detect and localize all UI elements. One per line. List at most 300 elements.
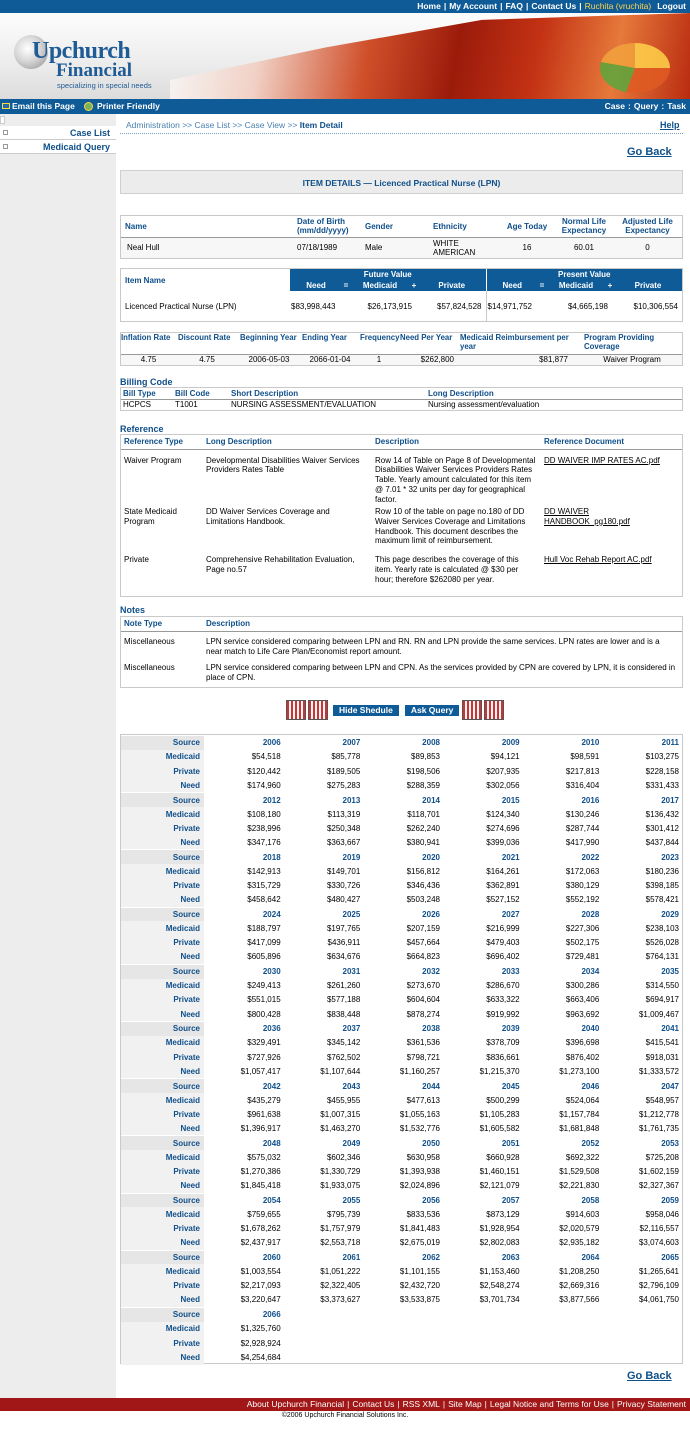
schedule-need-value: $729,481 bbox=[565, 952, 600, 962]
schedule-need-value: $331,433 bbox=[645, 780, 679, 790]
breadcrumb-current: Item Detail bbox=[299, 120, 343, 130]
schedule-private-value: $457,664 bbox=[406, 938, 440, 948]
schedule-medicaid-value: $188,797 bbox=[247, 924, 281, 933]
schedule-private-value: $417,099 bbox=[247, 938, 281, 948]
schedule-medicaid-row bbox=[121, 979, 682, 993]
schedule-medicaid-row bbox=[121, 921, 682, 935]
schedule-row-label: Medicaid bbox=[121, 1264, 204, 1278]
schedule-medicaid-value: $1,153,460 bbox=[479, 1267, 520, 1277]
schedule-row-label: Source bbox=[121, 964, 204, 978]
schedule-need-value: $3,373,627 bbox=[320, 1295, 361, 1305]
schedule-need-value: $275,283 bbox=[326, 780, 361, 790]
schedule-medicaid-value: $249,413 bbox=[247, 981, 281, 991]
schedule-private-value: $961,638 bbox=[247, 1109, 281, 1119]
schedule-row-label: Medicaid bbox=[121, 1093, 204, 1107]
schedule-year: 2024 bbox=[204, 907, 284, 921]
col-long-desc: Long Description bbox=[428, 388, 494, 398]
schedule-year: 2039 bbox=[443, 1021, 523, 1035]
col-note-type: Note Type bbox=[124, 619, 163, 629]
schedule-need-value: $664,823 bbox=[406, 952, 440, 962]
printer-icon bbox=[84, 102, 93, 111]
schedule-private-value: $918,031 bbox=[645, 1052, 679, 1062]
schedule-medicaid-value: $156,812 bbox=[406, 866, 440, 876]
schedule-private-value: $2,116,557 bbox=[639, 1224, 679, 1234]
schedule-row-label: Need bbox=[121, 836, 204, 850]
begin-year-value: 2006-05-03 bbox=[248, 355, 290, 365]
schedule-row-label: Medicaid bbox=[121, 1322, 204, 1336]
schedule-private-value: $262,240 bbox=[406, 823, 440, 833]
schedule-medicaid-value: $85,778 bbox=[331, 752, 361, 762]
schedule-need-row bbox=[121, 1293, 682, 1307]
schedule-year: 2007 bbox=[284, 736, 364, 750]
schedule-private-value: $876,402 bbox=[565, 1052, 600, 1062]
sidebar-collapse-icon[interactable] bbox=[0, 116, 5, 124]
schedule-medicaid-value: $314,550 bbox=[645, 981, 679, 991]
schedule-need-value: $1,761,735 bbox=[638, 1123, 679, 1133]
schedule-year: 2016 bbox=[523, 793, 603, 807]
schedule-private-value: $228,158 bbox=[645, 766, 679, 776]
schedule-year: 2028 bbox=[523, 907, 603, 921]
person-dob: 07/18/1989 bbox=[297, 243, 338, 253]
schedule-medicaid-value: $286,670 bbox=[486, 981, 520, 991]
schedule-private-row bbox=[121, 1050, 682, 1064]
schedule-private-value: $577,188 bbox=[326, 995, 361, 1005]
schedule-need-row bbox=[121, 778, 682, 792]
schedule-private-value: $1,212,778 bbox=[638, 1109, 679, 1119]
schedule-private-value: $798,721 bbox=[406, 1052, 440, 1062]
schedule-year: 2040 bbox=[523, 1021, 603, 1035]
schedule-row-label: Medicaid bbox=[121, 979, 204, 993]
schedule-year-row bbox=[121, 1079, 682, 1093]
schedule-row-label: Medicaid bbox=[121, 1036, 204, 1050]
medicaid-reimb-value: $81,877 bbox=[539, 355, 568, 365]
schedule-year: 2055 bbox=[284, 1193, 364, 1207]
billing-title: Billing Code bbox=[120, 377, 173, 387]
schedule-year: 2026 bbox=[363, 907, 443, 921]
hide-schedule-button[interactable]: Hide Shedule bbox=[333, 705, 399, 716]
schedule-year: 2018 bbox=[204, 850, 284, 864]
col-inflation: Inflation Rate bbox=[121, 333, 171, 342]
schedule-medicaid-value: $759,655 bbox=[247, 1209, 281, 1219]
schedule-toolbar bbox=[286, 700, 506, 722]
schedule-need-value: $2,121,079 bbox=[479, 1181, 520, 1191]
chart-icon-button[interactable] bbox=[308, 700, 328, 720]
col-frequency: Frequency bbox=[360, 333, 400, 342]
schedule-row-label: Private bbox=[121, 1279, 204, 1293]
schedule-medicaid-value: $378,709 bbox=[486, 1038, 520, 1048]
logo-name-bottom[interactable]: Financial bbox=[56, 60, 133, 81]
nav-faq-link[interactable]: FAQ bbox=[505, 1, 523, 11]
schedule-year: 2014 bbox=[363, 793, 443, 807]
menu-case[interactable]: Case bbox=[604, 101, 625, 111]
schedule-medicaid-value: $873,129 bbox=[486, 1209, 520, 1219]
schedule-medicaid-value: $54,518 bbox=[251, 752, 281, 762]
schedule-year: 2022 bbox=[523, 850, 603, 864]
schedule-year: 2052 bbox=[523, 1136, 603, 1150]
footer-privacy-link[interactable]: Privacy Statement bbox=[617, 1399, 686, 1409]
schedule-medicaid-value: $630,958 bbox=[406, 1152, 440, 1162]
schedule-need-value: $2,553,718 bbox=[320, 1238, 361, 1248]
schedule-need-value: $2,327,367 bbox=[638, 1181, 679, 1191]
schedule-need-value: $288,359 bbox=[406, 780, 440, 790]
schedule-private-value: $250,348 bbox=[326, 823, 361, 833]
person-age: 16 bbox=[522, 243, 532, 253]
schedule-medicaid-value: $1,325,760 bbox=[240, 1324, 281, 1334]
schedule-need-value: $578,421 bbox=[645, 895, 679, 905]
schedule-private-value: $1,841,483 bbox=[399, 1224, 440, 1234]
schedule-private-value: $380,129 bbox=[565, 881, 600, 891]
sidebar-item-label: Case List bbox=[69, 128, 110, 138]
schedule-need-value: $696,402 bbox=[486, 952, 520, 962]
breadcrumb-administration[interactable]: Administration bbox=[126, 120, 180, 130]
go-back-link-bottom[interactable]: Go Back bbox=[627, 1370, 672, 1382]
ref-long-desc: Comprehensive Rehabilitation Evaluation, Page no.57 bbox=[206, 555, 355, 574]
col-gender: Gender bbox=[365, 221, 394, 231]
note-type: Miscellaneous bbox=[124, 663, 175, 672]
schedule-year-row bbox=[121, 1307, 682, 1321]
schedule-year-row bbox=[121, 793, 682, 807]
printer-friendly-link[interactable]: Printer Friendly bbox=[97, 101, 160, 111]
case-menu: Case : Query : Task bbox=[604, 101, 686, 111]
schedule-need-value: $1,009,467 bbox=[638, 1009, 679, 1019]
col-ref-desc: Description bbox=[375, 437, 420, 447]
schedule-year: 2029 bbox=[602, 907, 682, 921]
need-per-year-value: $262,800 bbox=[420, 355, 454, 365]
person-info-table bbox=[120, 215, 683, 259]
schedule-need-value: $1,215,370 bbox=[479, 1066, 520, 1076]
inflation-value: 4.75 bbox=[140, 355, 157, 365]
end-year-value: 2066-01-04 bbox=[309, 355, 351, 365]
schedule-row-label: Need bbox=[121, 950, 204, 964]
schedule-medicaid-value: $914,603 bbox=[565, 1209, 600, 1219]
schedule-year: 2009 bbox=[443, 736, 523, 750]
schedule-year: 2037 bbox=[284, 1021, 364, 1035]
schedule-medicaid-value bbox=[363, 1322, 443, 1336]
col-ethnicity: Ethnicity bbox=[433, 221, 467, 231]
schedule-medicaid-value: $361,536 bbox=[406, 1038, 440, 1048]
schedule-medicaid-value: $833,536 bbox=[406, 1209, 440, 1219]
schedule-private-value: $362,891 bbox=[486, 881, 520, 891]
yearly-schedule-table bbox=[120, 734, 683, 1364]
schedule-medicaid-value: $124,340 bbox=[486, 809, 520, 819]
schedule-need-value: $2,935,182 bbox=[559, 1238, 600, 1248]
breadcrumb-case-view[interactable]: Case View bbox=[244, 120, 286, 130]
schedule-private-value: $836,661 bbox=[486, 1052, 520, 1062]
note-desc: LPN service considered comparing between LPN and CPN. As the services provided by CPN are covered by LPN, it is considered in place of CPN. bbox=[206, 663, 676, 682]
schedule-medicaid-value: $548,957 bbox=[645, 1095, 679, 1105]
schedule-row-label: Need bbox=[121, 1064, 204, 1078]
schedule-year: 2047 bbox=[602, 1079, 682, 1093]
schedule-private-value: $1,270,386 bbox=[240, 1167, 281, 1177]
schedule-private-row bbox=[121, 1336, 682, 1350]
schedule-private-value: $2,669,316 bbox=[559, 1281, 600, 1291]
pv-medicaid-header: Medicaid bbox=[558, 281, 594, 290]
schedule-need-value: $503,248 bbox=[406, 895, 440, 905]
short-desc-value: NURSING ASSESSMENT/EVALUATION bbox=[231, 400, 377, 410]
schedule-row-label: Private bbox=[121, 936, 204, 950]
schedule-row-label: Need bbox=[121, 893, 204, 907]
col-begin-year: Beginning Year bbox=[240, 333, 297, 342]
schedule-private-value: $1,460,151 bbox=[479, 1167, 520, 1177]
value-summary-table bbox=[120, 268, 683, 322]
help-link[interactable]: Help bbox=[660, 120, 680, 130]
go-back-link-top[interactable]: Go Back bbox=[627, 146, 672, 158]
footer-about-link[interactable]: About Upchurch Financial bbox=[246, 1399, 345, 1409]
schedule-private-value: $2,928,924 bbox=[240, 1338, 281, 1348]
schedule-year bbox=[523, 1307, 603, 1321]
program-value: Waiver Program bbox=[603, 355, 661, 365]
schedule-need-value: $302,056 bbox=[486, 780, 520, 790]
schedule-medicaid-row bbox=[121, 1207, 682, 1221]
pie-chart-graphic bbox=[600, 43, 670, 93]
nav-my-account-link[interactable]: My Account bbox=[449, 1, 498, 11]
col-ref-type: Reference Type bbox=[124, 437, 183, 447]
schedule-need-value: $3,533,875 bbox=[399, 1295, 440, 1305]
divider bbox=[120, 133, 683, 134]
frequency-value: 1 bbox=[376, 355, 382, 365]
schedule-private-value: $2,796,109 bbox=[638, 1281, 679, 1291]
notes-title: Notes bbox=[120, 605, 146, 615]
schedule-row-label: Need bbox=[121, 778, 204, 792]
schedule-medicaid-value: $692,322 bbox=[565, 1152, 600, 1162]
schedule-private-value bbox=[523, 1336, 603, 1350]
sidebar bbox=[0, 114, 116, 1398]
schedule-need-value bbox=[523, 1350, 603, 1364]
schedule-medicaid-value: $136,432 bbox=[645, 809, 679, 819]
rates-table bbox=[120, 332, 683, 366]
footer-contact-link[interactable]: Contact Us bbox=[352, 1399, 395, 1409]
schedule-year-row bbox=[121, 850, 682, 864]
schedule-need-row bbox=[121, 893, 682, 907]
col-bill-code: Bill Code bbox=[175, 388, 210, 398]
schedule-row-label: Private bbox=[121, 1164, 204, 1178]
fv-private-header: Private bbox=[418, 280, 486, 291]
schedule-medicaid-value: $477,613 bbox=[406, 1095, 440, 1105]
schedule-private-value: $1,105,283 bbox=[479, 1109, 520, 1119]
schedule-year: 2027 bbox=[443, 907, 523, 921]
schedule-medicaid-value: $149,701 bbox=[326, 866, 361, 876]
logo-name-top[interactable]: Upchurch bbox=[32, 38, 131, 64]
schedule-private-value: $479,403 bbox=[486, 938, 520, 948]
schedule-medicaid-value: $795,739 bbox=[326, 1209, 361, 1219]
schedule-private-row bbox=[121, 1164, 682, 1178]
schedule-row-label: Private bbox=[121, 764, 204, 778]
schedule-year: 2041 bbox=[602, 1021, 682, 1035]
schedule-medicaid-value bbox=[602, 1322, 682, 1336]
col-ref-long: Long Description bbox=[206, 437, 272, 447]
footer-bar: About Upchurch Financial | Contact Us | RSS XML | Site Map | Legal Notice and Terms for Use | Privacy Statement bbox=[0, 1398, 690, 1411]
schedule-private-value: $238,996 bbox=[247, 823, 281, 833]
ref-long-desc: Developmental Disabilities Waiver Services Providers Rates Table bbox=[206, 455, 360, 475]
col-dob: Date of Birth (mm/dd/yyyy) bbox=[297, 217, 349, 236]
schedule-year: 2043 bbox=[284, 1079, 364, 1093]
menu-query[interactable]: Query bbox=[633, 101, 659, 111]
schedule-medicaid-value bbox=[284, 1322, 364, 1336]
schedule-year: 2045 bbox=[443, 1079, 523, 1093]
schedule-year bbox=[284, 1307, 364, 1321]
col-discount: Discount Rate bbox=[178, 333, 231, 342]
schedule-medicaid-value bbox=[523, 1322, 603, 1336]
schedule-medicaid-value: $300,286 bbox=[565, 981, 600, 991]
schedule-year: 2012 bbox=[204, 793, 284, 807]
ask-query-button[interactable]: Ask Query bbox=[405, 705, 460, 716]
schedule-need-row bbox=[121, 1064, 682, 1078]
present-value-header: Present Value bbox=[486, 269, 682, 280]
nav-contact-link[interactable]: Contact Us bbox=[531, 1, 577, 11]
schedule-row-label: Private bbox=[121, 1222, 204, 1236]
schedule-need-value: $1,273,100 bbox=[559, 1066, 600, 1076]
schedule-private-value bbox=[284, 1336, 364, 1350]
schedule-need-value: $800,428 bbox=[247, 1009, 281, 1019]
schedule-year: 2046 bbox=[523, 1079, 603, 1093]
pv-plus: + bbox=[607, 281, 613, 290]
schedule-row-label: Private bbox=[121, 821, 204, 835]
schedule-private-value: $1,393,938 bbox=[399, 1167, 440, 1177]
schedule-private-row bbox=[121, 1279, 682, 1293]
schedule-row-label: Need bbox=[121, 1350, 204, 1364]
schedule-year: 2020 bbox=[363, 850, 443, 864]
schedule-medicaid-value: $455,955 bbox=[326, 1095, 361, 1105]
ref-doc-link[interactable]: DD WAIVER IMP RATES AC.pdf bbox=[544, 455, 660, 465]
schedule-need-value: $2,675,019 bbox=[399, 1238, 440, 1248]
schedule-need-value: $480,427 bbox=[326, 895, 361, 905]
schedule-year: 2019 bbox=[284, 850, 364, 864]
schedule-private-row bbox=[121, 1107, 682, 1121]
schedule-year bbox=[443, 1307, 523, 1321]
schedule-medicaid-value: $130,246 bbox=[565, 809, 600, 819]
schedule-row-label: Private bbox=[121, 993, 204, 1007]
schedule-year: 2031 bbox=[284, 964, 364, 978]
footer-legal-link[interactable]: Legal Notice and Terms for Use bbox=[489, 1399, 609, 1409]
schedule-need-value: $380,941 bbox=[406, 837, 440, 847]
col-need-per-year: Need Per Year bbox=[400, 333, 453, 342]
ref-doc-link[interactable]: Hull Voc Rehab Report AC.pdf bbox=[544, 555, 652, 564]
schedule-year: 2033 bbox=[443, 964, 523, 978]
sidebar-item-medicaid-query[interactable] bbox=[0, 140, 116, 154]
schedule-need-value: $527,152 bbox=[486, 895, 520, 905]
schedule-medicaid-value: $197,765 bbox=[326, 924, 361, 933]
schedule-year: 2062 bbox=[363, 1250, 443, 1264]
schedule-private-value: $315,729 bbox=[247, 881, 281, 891]
schedule-year: 2061 bbox=[284, 1250, 364, 1264]
schedule-need-row bbox=[121, 1007, 682, 1021]
footer-sitemap-link[interactable]: Site Map bbox=[448, 1399, 482, 1409]
schedule-year: 2013 bbox=[284, 793, 364, 807]
ref-doc-link[interactable]: DD WAIVER HANDBOOK_pg180.pdf bbox=[544, 507, 630, 526]
sidebar-item-case-list[interactable] bbox=[0, 126, 116, 140]
future-value-header: Future Value bbox=[290, 269, 486, 280]
schedule-medicaid-value: $725,208 bbox=[645, 1152, 679, 1162]
schedule-row-label: Need bbox=[121, 1293, 204, 1307]
schedule-medicaid-value: $172,063 bbox=[565, 866, 600, 876]
schedule-private-value: $198,506 bbox=[406, 766, 440, 776]
schedule-row-label: Source bbox=[121, 1250, 204, 1264]
menu-task[interactable]: Task bbox=[667, 101, 686, 111]
schedule-year: 2023 bbox=[602, 850, 682, 864]
schedule-row-label: Private bbox=[121, 878, 204, 892]
schedule-medicaid-value: $207,159 bbox=[406, 924, 440, 933]
schedule-need-value: $174,960 bbox=[247, 780, 281, 790]
schedule-need-value: $1,333,572 bbox=[638, 1066, 679, 1076]
schedule-need-value: $2,024,896 bbox=[399, 1181, 440, 1191]
schedule-row-label: Private bbox=[121, 1050, 204, 1064]
chart-icon-button[interactable] bbox=[484, 700, 504, 720]
schedule-medicaid-row bbox=[121, 864, 682, 878]
schedule-row-label: Need bbox=[121, 1007, 204, 1021]
schedule-need-row bbox=[121, 1350, 682, 1364]
schedule-need-value: $963,692 bbox=[565, 1009, 600, 1019]
chart-icon-button[interactable] bbox=[462, 700, 482, 720]
col-adjusted-life: Adjusted Life Expectancy bbox=[622, 217, 673, 236]
chart-icon-button[interactable] bbox=[286, 700, 306, 720]
ref-long-desc: DD Waiver Services Coverage and Limitations Handbook. bbox=[206, 507, 330, 526]
schedule-need-value: $4,061,750 bbox=[638, 1295, 679, 1305]
schedule-row-label: Source bbox=[121, 1079, 204, 1093]
schedule-year: 2036 bbox=[204, 1021, 284, 1035]
email-page-link[interactable]: Email this Page bbox=[12, 101, 75, 111]
schedule-medicaid-value: $345,142 bbox=[326, 1038, 361, 1048]
schedule-medicaid-value: $261,260 bbox=[326, 981, 361, 991]
ref-type: Waiver Program bbox=[124, 455, 182, 465]
schedule-year: 2063 bbox=[443, 1250, 523, 1264]
breadcrumb: Administration >> Case List >> Case View >> Item Detail bbox=[126, 120, 343, 130]
schedule-private-value: $551,015 bbox=[247, 995, 281, 1005]
schedule-need-value: $3,877,566 bbox=[559, 1295, 600, 1305]
logout-link[interactable]: Logout bbox=[657, 1, 686, 11]
schedule-need-value: $878,274 bbox=[406, 1009, 440, 1019]
schedule-medicaid-row bbox=[121, 1036, 682, 1050]
schedule-need-value bbox=[284, 1350, 364, 1364]
schedule-medicaid-value: $1,003,554 bbox=[240, 1267, 281, 1277]
schedule-medicaid-value: $164,261 bbox=[486, 866, 520, 876]
schedule-private-row bbox=[121, 764, 682, 778]
schedule-private-value: $526,028 bbox=[645, 938, 679, 948]
schedule-need-value bbox=[443, 1350, 523, 1364]
person-name: Neal Hull bbox=[127, 243, 160, 253]
schedule-need-value: $1,463,270 bbox=[320, 1123, 361, 1133]
schedule-year: 2008 bbox=[363, 736, 443, 750]
schedule-private-value: $398,185 bbox=[645, 881, 679, 891]
schedule-year: 2054 bbox=[204, 1193, 284, 1207]
schedule-medicaid-value: $227,306 bbox=[565, 924, 600, 933]
schedule-need-value: $347,176 bbox=[247, 837, 281, 847]
ref-desc: This page describes the coverage of this item. Yearly rate is calculated @ $30 per hour; therefore $262080 per year. bbox=[375, 555, 519, 584]
schedule-medicaid-value: $660,928 bbox=[486, 1152, 520, 1162]
schedule-year: 2025 bbox=[284, 907, 364, 921]
schedule-need-value: $3,220,647 bbox=[240, 1295, 281, 1305]
pv-need-header: Need bbox=[502, 281, 523, 290]
footer-rss-link[interactable]: RSS XML bbox=[402, 1399, 440, 1409]
schedule-need-value: $1,396,917 bbox=[240, 1123, 281, 1133]
schedule-medicaid-row bbox=[121, 807, 682, 821]
col-ref-doc: Reference Document bbox=[544, 437, 625, 447]
bill-type-value: HCPCS bbox=[123, 400, 152, 410]
schedule-row-label: Source bbox=[121, 1307, 204, 1321]
col-item-name: Item Name bbox=[125, 275, 166, 285]
long-desc-value: Nursing assessment/evaluation bbox=[428, 400, 540, 410]
person-normal-life: 60.01 bbox=[573, 243, 595, 253]
schedule-need-value: $1,845,418 bbox=[240, 1181, 281, 1191]
schedule-medicaid-value: $1,051,222 bbox=[320, 1267, 361, 1277]
schedule-private-value: $2,432,720 bbox=[399, 1281, 440, 1291]
schedule-private-value bbox=[363, 1336, 443, 1350]
nav-home-link[interactable]: Home bbox=[417, 1, 441, 11]
schedule-need-value: $458,642 bbox=[247, 895, 281, 905]
schedule-row-label: Need bbox=[121, 1236, 204, 1250]
schedule-private-value: $330,726 bbox=[326, 881, 361, 891]
breadcrumb-case-list[interactable]: Case List bbox=[194, 120, 230, 130]
logo-tagline: specializing in special needs bbox=[57, 81, 152, 90]
